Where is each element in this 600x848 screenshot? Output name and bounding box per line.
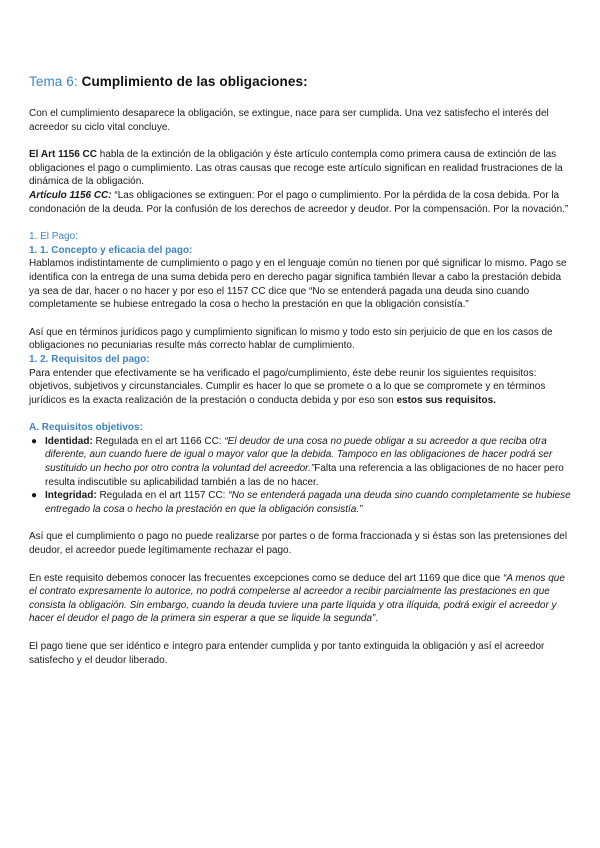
excepciones-text: En este requisito debemos conocer las frecuentes excepciones como se deduce del art 1169 que dice que [29, 572, 503, 584]
section-heading-pago: 1. El Pago: [29, 231, 78, 243]
concepto-paragraph: Hablamos indistintamente de cumplimiento o pago y en el lenguaje común no tienen por qué significar lo mismo. Pago se identifica con la entrega de una suma debida pero en derecho pagar significa también llevar a cabo la prestación debida ya sea de dar, hacer o no hacer y por eso el 1157 CC dice que “No se entenderá pagada una deuda sino cuando completamente se hubiese entregado la cosa o hecho la prestación en que la obligación consistía.” [29, 258, 567, 311]
list-item [29, 489, 574, 516]
bullet-quote: “El deudor de una cosa no puede obligar a su acreedor a que reciba otra diferente, aun cuando fuere de igual o mayor valor que la debida. Tampoco en las obligaciones de hacer podrá ser sustituido un hecho por otro contra la voluntad del acreedor.” [45, 435, 553, 475]
final-paragraph: El pago tiene que ser idéntico e íntegro para entender cumplida y por tanto extinguida la obligación y así el acreedor satisfecho y el deudor liberado. [29, 641, 545, 666]
excepciones-end: . [375, 613, 379, 625]
excepciones-paragraph [29, 572, 574, 626]
requisitos-bold: estos sus requisitos. [396, 394, 496, 406]
intro-paragraph: Con el cumplimiento desaparece la obligación, se extingue, nace para ser cumplida. Una vez satisfecho el interés del acreedor su ciclo vital concluye. [29, 108, 549, 133]
document-body [29, 74, 574, 667]
bullet-post: Falta una referencia a las obligaciones de no hacer pero resulta indiscutible su aplicabilidad también a las de no hacer. [45, 463, 564, 488]
title-number: Tema 6: [29, 74, 78, 89]
bullet-label: Integridad: [45, 490, 97, 502]
page-title [29, 74, 574, 90]
subsection-heading-objetivos: A. Requisitos objetivos: [29, 422, 143, 434]
bullet-icon: ● [31, 435, 38, 447]
requisitos-list [29, 435, 574, 517]
requisitos-paragraph [29, 367, 574, 408]
bullet-label: Identidad: [45, 435, 93, 447]
title-text: Cumplimiento de las obligaciones: [81, 74, 308, 89]
bullet-icon: ● [31, 490, 38, 502]
art1156-text: habla de la extinción de la obligación y éste artículo contempla como primera causa de extinción de las obligaciones el pago o cumplimiento. Las otras causas que recoge este artículo significan en realidad frustraciones de la dinámica de la obligación. [29, 149, 563, 188]
art1156cc-text: “Las obligaciones se extinguen: Por el pago o cumplimiento. Por la pérdida de la cosa debida. Por la condonación de la deuda. Por la confusión de los derechos de acreedor y deudor. Por la compensación. Por la novación.” [29, 189, 569, 215]
partes-paragraph: Así que el cumplimiento o pago no puede realizarse por partes o de forma fraccionada y si éstas son las pretensiones del deudor, el acreedor puede legítimamente rechazar el pago. [29, 531, 568, 557]
subsection-heading-requisitos: 1. 2. Requisitos del pago: [29, 353, 150, 365]
bullet-pre: Regulada en el art 1166 CC: [92, 435, 225, 447]
bullet-pre: Regulada en el art 1157 CC: [96, 490, 229, 502]
requisitos-text: Para entender que efectivamente se ha verificado el pago/cumplimiento, éste debe reunir los siguientes requisitos: objetivos, subjetivos y circunstanciales. Cumplir es hacer lo que se promete o a lo que se compromete y en términos jurídicos es la exacta realización de la prestación o conducta debida y por eso son [29, 367, 546, 406]
art1156cc-paragraph [29, 189, 574, 216]
terminos-paragraph: Así que en términos jurídicos pago y cumplimiento significan lo mismo y todo esto sin perjuicio de que en los casos de obligaciones no pecuniarias resulte más correcto hablar de cumplimiento. [29, 326, 553, 352]
art1156cc-label: Artículo 1156 CC: [29, 189, 112, 201]
art1156-label: El Art 1156 CC [29, 149, 97, 161]
excepciones-quote: “A menos que el contrato expresamente lo autorice, no podrá compelerse al acreedor a recibir parcialmente las prestaciones en que consista la obligación. Sin embargo, cuando la deuda tuviere una parte líquida y otra ilíquida, podrá exigir el acreedor y hacer el deudor el pago de la primera sin esperar a que se liquide la segunda” [29, 572, 565, 625]
list-item [29, 435, 574, 489]
bullet-quote: “No se entenderá pagada una deuda sino cuando completamente se hubiese entregado la cosa o hecho la prestación en que la obligación consistía.” [45, 490, 571, 515]
art1156-paragraph [29, 148, 574, 189]
subsection-heading-concepto: 1. 1. Concepto y eficacia del pago: [29, 244, 193, 256]
